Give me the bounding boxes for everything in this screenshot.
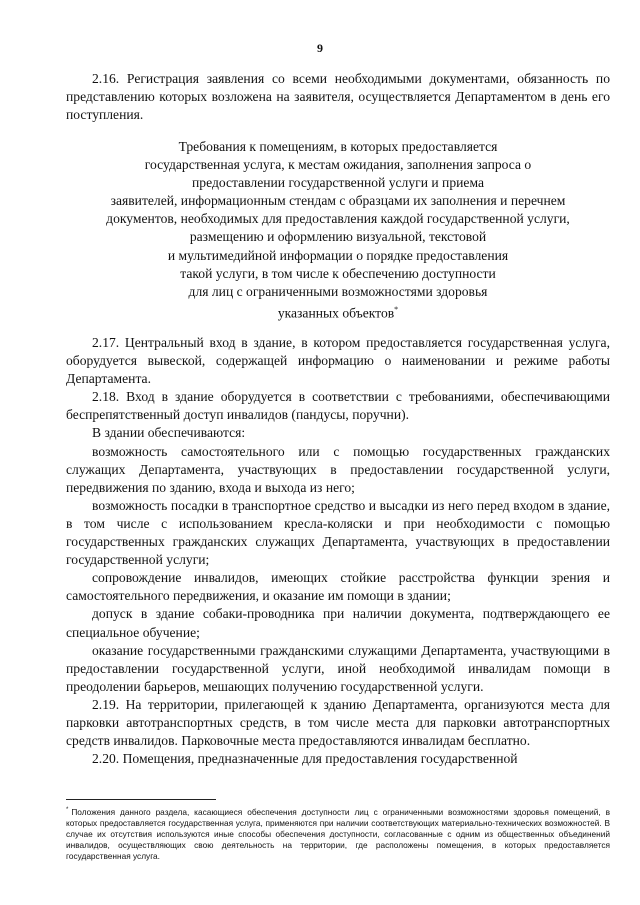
heading-line: для лиц с ограниченными возможностями здоровья — [188, 283, 488, 299]
heading-line: государственная услуга, к местам ожидания, заполнения запроса о — [144, 157, 532, 173]
list-item: допуск в здание собаки-проводника при наличии документа, подтверждающего ее специальное обучение; — [66, 606, 610, 640]
paragraph-2-20: 2.20. Помещения, предназначенные для предоставления государственной — [92, 751, 518, 767]
heading-line: и мультимедийной информации о порядке предоставления — [167, 247, 509, 263]
paragraph-2-19: 2.19. На территории, прилегающей к зданию Департамента, организуются места для парковки автотранспортных средств, в том числе места для парковки автотранспортных средств инвалидов. Парковочные места предоставляются инвалидам бесплатно. — [66, 696, 610, 749]
paragraph-text: 2.16. Регистрация заявления со всеми необходимыми документами, обязанность по представлению которых возложена на заявителя, осуществляется Департаментом в день его поступления. — [66, 71, 610, 123]
heading-line: такой услуги, в том числе к обеспечению доступности — [180, 265, 496, 281]
paragraph-2-17: 2.17. Центральный вход в здание, в котором предоставляется государственная услуга, оборудуется вывеской, содержащей информацию о наименовании и режиме работы Департамента. — [66, 335, 610, 387]
heading-line: размещению и оформлению визуальной, текстовой — [189, 229, 487, 245]
footnote-paragraph — [66, 805, 610, 862]
list-item: оказание государственными гражданскими служащими Департамента, участвующими в предоставлении государственной услуги, иной необходимой инвалидам помощи в преодолении барьеров, мешающих получению государственной услуги. — [66, 642, 610, 694]
heading-line: документов, необходимых для предоставления каждой государственной услуги, — [106, 211, 570, 227]
list-item: сопровождение инвалидов, имеющих стойкие расстройства функции зрения и самостоятельного передвижения, и оказание им помощи в здании; — [66, 570, 610, 604]
footnote — [66, 805, 610, 862]
heading-line: Требования к помещениям, в которых предоставляется — [178, 139, 498, 154]
footnote-text: Положения данного раздела, касающиеся обеспечения доступности лиц с ограниченными возможностями здоровья помещений, в которых предоставляется государственная услуга, применяются при наличии соответствующих материально-технических возможностей. В случае их отсутствия используются иные способы обеспечения доступности, согласованные с одним из общественных объединений инвалидов, осуществляющих свою деятельность на территории, где расположены помещения, в которых предоставляется государственная услуга. — [66, 806, 610, 861]
footnote-mark: * — [66, 807, 69, 813]
paragraph-2-18: 2.18. Вход в здание оборудуется в соответствии с требованиями, обеспечивающими беспрепятственный доступ инвалидов (пандусы, поручни). — [66, 389, 610, 423]
heading-line: предоставлении государственной услуги и приема — [192, 175, 484, 191]
footnote-divider — [66, 799, 216, 800]
section-heading — [66, 138, 610, 322]
heading-line: указанных объектов — [277, 305, 395, 321]
heading-line: заявителей, информационным стендам с образцами их заполнения и перечнем — [110, 193, 566, 209]
paragraph-2-16 — [66, 70, 610, 124]
heading-last-line — [66, 301, 610, 323]
list-item: возможность посадки в транспортное средство и высадки из него перед входом в здание, в том числе с использованием кресла-коляски и при необходимости с помощью государственных гражданских служащих Департамента, участвующих в предоставлении государственной услуги; — [66, 497, 610, 568]
list-item: возможность самостоятельного или с помощью государственных гражданских служащих Департамента, участвующих в предоставлении государственной услуги, передвижения по зданию, входа и выхода из него; — [66, 443, 610, 495]
heading-footnote-mark: * — [394, 304, 399, 314]
main-text-block — [66, 334, 610, 768]
paragraph-provided-list-intro: В здании обеспечиваются: — [92, 425, 246, 441]
page-number: 9 — [317, 41, 323, 55]
